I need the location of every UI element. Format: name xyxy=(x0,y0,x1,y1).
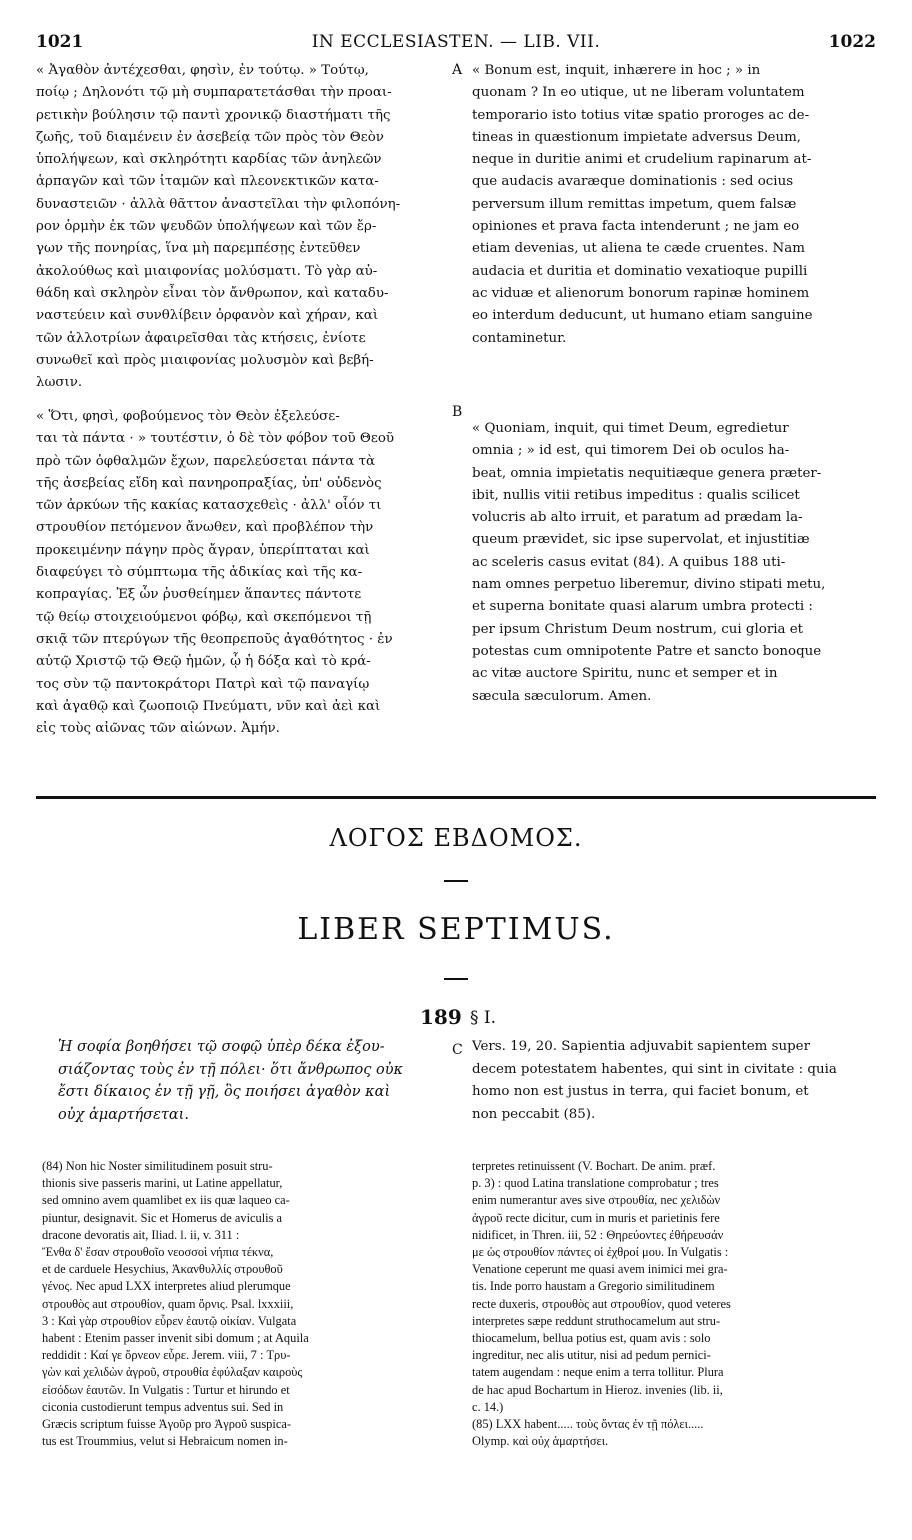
footnotes-right xyxy=(472,1158,876,1450)
text-line: omnia ; » id est, qui timorem Dei ob oculos ha- xyxy=(472,443,790,459)
text-line: contaminetur. xyxy=(472,330,567,346)
running-header xyxy=(36,32,876,56)
footnote-line: 3 : Καὶ γὰρ στρουθίον εὗρεν ἑαυτῷ οἰκίαν. Vulgata xyxy=(42,1313,297,1328)
footnote-line: dracone devoratis ait, Iliad. l. ii, v. 311 : xyxy=(42,1227,240,1242)
footnote-line: de hac apud Bochartum in Hieroz. invenies (lib. ii, xyxy=(472,1382,723,1397)
footnote-line: thiocamelum, bellua potius est, quam avis : solo xyxy=(472,1331,711,1346)
footnote-line: c. 14.) xyxy=(472,1399,504,1414)
latin-column-block-1 xyxy=(472,60,876,350)
text-line: volucris ab alto irruit, et paratum ad prædam la- xyxy=(472,510,803,526)
footnote-line: (84) Non hic Noster similitudinem posuit stru- xyxy=(42,1159,273,1173)
text-line: ρετικὴν βούλησιν τῷ παντὶ χρονικῷ διαστήματι τῆς xyxy=(36,107,391,123)
text-line: διαφεύγει τὸ σύμπτωμα τῆς ἀδικίας καὶ τῆς κα- xyxy=(36,565,363,581)
text-line: ὑπολήψεων, καὶ σκληρότητι καρδίας τῶν ἀνηλεῶν xyxy=(36,152,382,168)
footnote-line: στρουθὸς aut στρουθίον, quam ὄρνις. Psal. lxxxiii, xyxy=(42,1296,294,1311)
text-line: opiniones et prava facta intenderunt ; ne jam eo xyxy=(472,219,800,235)
text-line: τος σὺν τῷ παντοκράτορι Πατρὶ καὶ τῷ παναγίῳ xyxy=(36,676,370,692)
footnote-line: Græcis scriptum fuisse Ἀγοῦρ pro Ἀγροῦ suspica- xyxy=(42,1417,291,1432)
book-title-latin: LIBER SEPTIMUS. xyxy=(297,912,615,947)
footnote-line: habent : Etenim passer invenit sibi domum ; at Aquila xyxy=(42,1331,309,1346)
text-line: ζωῆς, τοῦ διαμένειν ἐν ἀσεβείᾳ τῶν πρὸς τὸν Θεὸν xyxy=(36,129,384,145)
verse-line: ἔστι δίκαιος ἐν τῇ γῇ, ὃς ποιήσει ἀγαθὸν καὶ xyxy=(58,1084,391,1100)
text-line: « Quoniam, inquit, qui timet Deum, egredietur xyxy=(472,421,789,436)
footnote-line: γὼν καὶ χελιδὼν ἀγροῦ, στρουθία ἐφύλαξαν καιροὺς xyxy=(42,1365,303,1380)
title-dash xyxy=(444,978,468,980)
greek-column-block-2 xyxy=(36,406,448,740)
text-line: θάδη καὶ σκληρὸν εἶναι τὸν ἄνθρωπον, καὶ καταδυ- xyxy=(36,285,389,301)
text-line: nam omnes perpetuo liberemur, divino stipati metu, xyxy=(472,577,826,593)
text-line: « Ἀγαθὸν ἀντέχεσθαι, φησὶν, ἐν τούτῳ. » Τούτῳ, xyxy=(36,63,369,78)
verse-line: non peccabit (85). xyxy=(472,1106,596,1122)
footnote-line: ἀγροῦ recte dicitur, cum in muris et parietinis fere xyxy=(472,1210,720,1225)
text-line: sæcula sæculorum. Amen. xyxy=(472,688,652,704)
text-line: τῷ θείῳ στοιχειούμενοι φόβῳ, καὶ σκεπόμενοι τῇ xyxy=(36,609,372,625)
text-line: τῶν ἀλλοτρίων ἀφαιρεῖσθαι τὰς κτήσεις, ἐνίοτε xyxy=(36,330,366,346)
right-page-number: 1022 xyxy=(828,32,876,52)
verse-line: σιάζοντας τοὺς ἐν τῇ πόλει· ὅτι ἄνθρωπος οὐκ xyxy=(58,1061,404,1078)
text-line: προκειμένην πάγην πρὸς ἄγραν, ὑπερίπταται καὶ xyxy=(36,542,370,558)
footnote-line: piuntur, designavit. Sic et Homerus de aviculis a xyxy=(42,1210,283,1225)
text-line: tineas in quæstionum impietate adversus Deum, xyxy=(472,129,802,145)
text-line: eo interdum deducunt, ut humano etiam sanguine xyxy=(472,308,813,324)
verse-line: decem potestatem habentes, qui sint in civitate : quia xyxy=(472,1061,837,1077)
text-line: perversum illum remittas impetum, quem falsæ xyxy=(472,196,797,212)
margin-letter-a: A xyxy=(452,62,463,78)
footnote-line: tatem augendam : neque enim a terra tollitur. Plura xyxy=(472,1365,724,1380)
footnote-line: enim numerantur aves sive στρουθία, nec χελιδὼν xyxy=(472,1193,721,1208)
text-line: potestas cum omnipotente Patre et sancto bonoque xyxy=(472,643,822,659)
running-title: IN ECCLESIASTEN. — LIB. VII. xyxy=(311,32,601,52)
verse-line: Vers. 19, 20. Sapientia adjuvabit sapientem super xyxy=(472,1039,811,1054)
text-line: ἁρπαγῶν καὶ τῶν ἰταμῶν καὶ πλεονεκτικῶν κατα- xyxy=(36,174,379,190)
footnote-line: Ἔνθα δ' ἔσαν στρουθοῖο νεοσσοὶ νήπια τέκνα, xyxy=(42,1245,274,1260)
text-line: temporario isto totius vitæ spatio proroges ac de- xyxy=(472,107,810,123)
verse-greek xyxy=(58,1036,446,1126)
text-line: ἀκολούθως καὶ μιαιφονίας μολύσματι. Τὸ γὰρ αὐ- xyxy=(36,263,378,279)
latin-column-block-2 xyxy=(472,418,876,708)
section-number: 189 xyxy=(420,1005,462,1029)
footnote-line: nidificet, in Thren. iii, 52 : Θηρεύοντες ἐθήρευσάν xyxy=(472,1227,724,1242)
text-line: ποίῳ ; Δηλονότι τῷ μὴ συμπαρατετάσθαι τὴν προαι- xyxy=(36,85,392,101)
section-mark: § I. xyxy=(470,1008,497,1028)
text-line: συνωθεῖ καὶ πρὸς μιαιφονίας μολυσμὸν καὶ βεβή- xyxy=(36,352,374,368)
greek-column-block-1 xyxy=(36,60,448,394)
footnote-line: ciconia custodierunt tempus adventus sui. Sed in xyxy=(42,1399,284,1414)
text-line: que audacis avaræque dominationis : sed ocius xyxy=(472,174,794,190)
title-dash xyxy=(444,880,468,882)
text-line: « Bonum est, inquit, inhærere in hoc ; » in xyxy=(472,63,761,78)
text-line: ibit, nullis vitii retibus impeditus : qualis scilicet xyxy=(472,487,800,503)
footnote-line: recte duxeris, στρουθὸς aut στρουθίον, quod veteres xyxy=(472,1296,731,1311)
text-line: εἰς τοὺς αἰῶνας τῶν αἰώνων. Ἀμήν. xyxy=(36,721,280,737)
footnote-line: γένος. Nec apud LXX interpretes aliud plerumque xyxy=(42,1279,291,1294)
text-line: στρουθίον πετόμενον ἄνωθεν, καὶ προβλέπον τὴν xyxy=(36,520,374,536)
text-line: κοπραγίας. Ἐξ ὧν ῥυσθείημεν ἅπαντες πάντοτε xyxy=(36,587,362,603)
text-line: τῆς ἀσεβείας εἴδη καὶ πανηροπραξίας, ὑπ' οὐδενὸς xyxy=(36,475,382,491)
text-line: τῶν ἀρκύων τῆς κακίας κατασχεθεὶς · ἀλλ' οἷόν τι xyxy=(36,498,382,514)
text-line: ac vitæ auctore Spiritu, nunc et semper et in xyxy=(472,666,778,682)
footnote-line: thionis sive passeris marini, ut Latine appellatur, xyxy=(42,1176,283,1191)
footnote-line: ingreditur, nec alis utitur, nisi ad pedum pernici- xyxy=(472,1348,711,1363)
margin-letter-b: B xyxy=(452,404,463,420)
footnote-line: εἰσόδων ἑαυτῶν. In Vulgatis : Turtur et hirundo et xyxy=(42,1382,290,1397)
text-line: audacia et duritia et dominatio vexatioque pupilli xyxy=(472,263,808,279)
text-line: δυναστειῶν · ἀλλὰ θᾶττον ἀναστεῖλαι τὴν φιλοπόνη- xyxy=(36,196,401,212)
text-line: καὶ ἀγαθῷ καὶ ζωοποιῷ Πνεύματι, νῦν καὶ ἀεὶ καὶ xyxy=(36,698,381,714)
footnote-line: sed omnino avem quamlibet ex iis quæ laqueo ca- xyxy=(42,1193,290,1208)
footnote-line: Venatione ceperunt me quasi avem inimici mei gra- xyxy=(472,1262,728,1277)
text-line: ρον ὁρμὴν ἐκ τῶν ψευδῶν ὑπολήψεων καὶ τῶν ἔρ- xyxy=(36,219,377,235)
text-line: et superna bonitate quasi alarum umbra protecti : xyxy=(472,599,813,615)
footnote-line: p. 3) : quod Latina translatione comprobatur ; tres xyxy=(472,1176,719,1191)
footnote-line: et de carduele Hesychius, Ἀκανθυλλίς στρουθοῦ xyxy=(42,1262,283,1277)
text-line: queum prævidet, sic ipse supervolat, et injustitiæ xyxy=(472,532,810,548)
text-line: ναστεύειν καὶ συνθλίβειν ὀρφανὸν καὶ χήραν, καὶ xyxy=(36,308,379,324)
footnote-line: (85) LXX habent..... τοὺς ὄντας ἐν τῇ πόλει..... xyxy=(472,1417,704,1432)
text-line: γων τῆς πονηρίας, ἵνα μὴ παρεμπέσῃς ἐντεῦθεν xyxy=(36,241,361,257)
footnote-line: tis. Inde porro haustam a Gregorio similitudinem xyxy=(472,1279,715,1294)
footnote-line: reddidit : Καί γε ὄρνεον εὗρε. Jerem. viii, 7 : Τρυ- xyxy=(42,1348,291,1363)
footnote-line: interpretes sæpe reddunt struthocamelum aut stru- xyxy=(472,1313,721,1328)
verse-line: homo non est justus in terra, qui faciet bonum, et xyxy=(472,1084,809,1099)
text-line: ac viduæ et alienorum bonorum rapinæ hominem xyxy=(472,285,810,301)
book-title-greek: ΛΟΓΟΣ ΕΒΔΟΜΟΣ. xyxy=(329,824,583,852)
footnote-line: tus est Troummius, velut si Hebraicum nomen in- xyxy=(42,1434,288,1449)
text-line: neque in duritie animi et crudelium rapinarum at- xyxy=(472,152,812,168)
text-line: quonam ? In eo utique, ut ne liberam voluntatem xyxy=(472,85,805,101)
text-line: λωσιν. xyxy=(36,375,83,391)
text-line: etiam devenias, ut aliena te cæde cruentes. Nam xyxy=(472,241,805,257)
text-line: ac sceleris casus evitat (84). A quibus 188 uti- xyxy=(472,554,786,570)
verse-latin xyxy=(472,1036,876,1126)
section-divider xyxy=(36,796,876,799)
verse-line: Ἡ σοφία βοηθήσει τῷ σοφῷ ὑπὲρ δέκα ἐξου- xyxy=(58,1039,385,1055)
footnote-line: Olymp. καὶ οὐχ ἁμαρτήσει. xyxy=(472,1434,609,1449)
margin-letter-c: C xyxy=(452,1042,463,1058)
text-line: σκιᾷ τῶν πτερύγων τῆς θεοπρεποῦς ἀγαθότητος · ἐν xyxy=(36,631,393,647)
text-line: « Ὅτι, φησὶ, φοβούμενος τὸν Θεὸν ἐξελεύσε- xyxy=(36,409,340,424)
text-line: αὐτῷ Χριστῷ τῷ Θεῷ ἡμῶν, ᾧ ἡ δόξα καὶ τὸ κρά- xyxy=(36,654,371,670)
text-line: beat, omnia impietatis nequitiæque genera præter- xyxy=(472,465,822,481)
left-page-number: 1021 xyxy=(36,32,84,52)
footnotes-left xyxy=(42,1158,444,1450)
text-line: per ipsum Christum Deum nostrum, cui gloria et xyxy=(472,621,804,637)
footnote-line: terpretes retinuissent (V. Bochart. De anim. præf. xyxy=(472,1159,716,1173)
text-line: ται τὰ πάντα · » τουτέστιν, ὁ δὲ τὸν φόβον τοῦ Θεοῦ xyxy=(36,431,395,447)
text-line: πρὸ τῶν ὀφθαλμῶν ἔχων, παρελεύσεται πάντα τὰ xyxy=(36,453,376,469)
footnote-line: με ὡς στρουθίον πάντες οἱ ἐχθροί μου. In Vulgatis : xyxy=(472,1245,729,1260)
verse-line: οὐχ ἁμαρτήσεται. xyxy=(58,1106,189,1123)
